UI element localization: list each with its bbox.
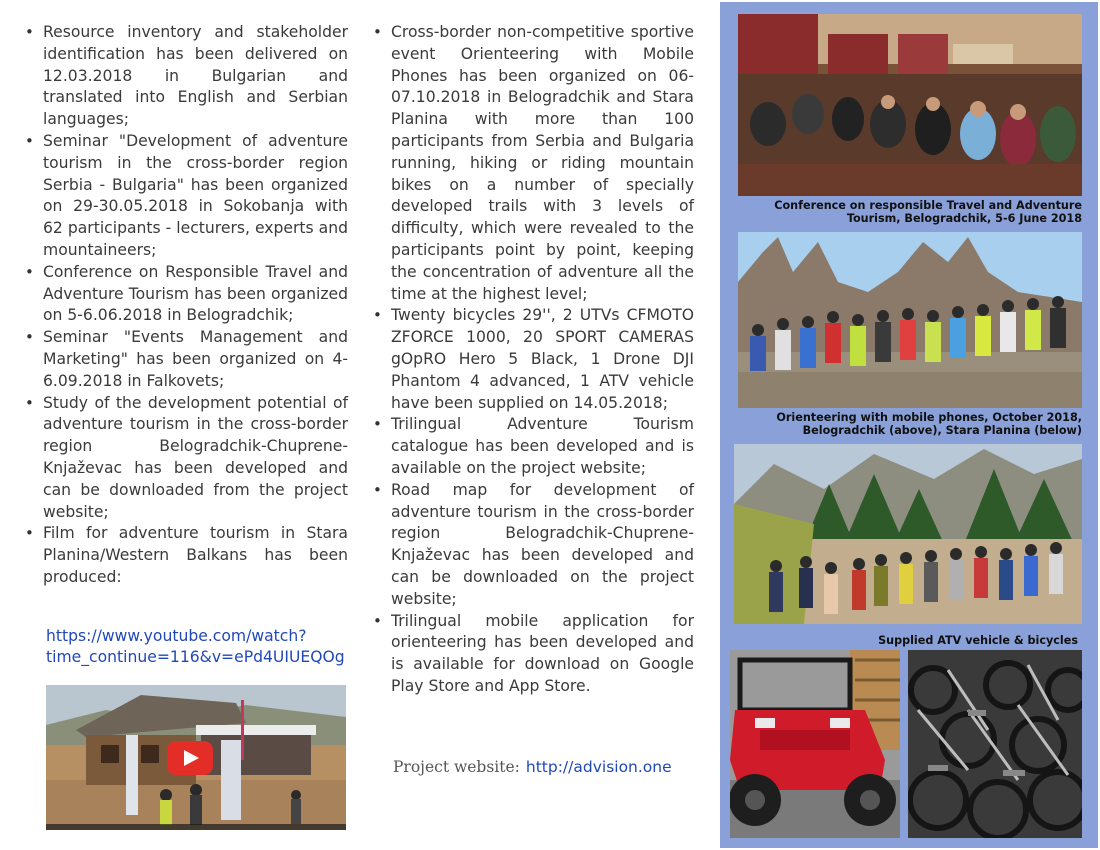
orienteering-group-photo <box>738 232 1082 408</box>
photo-sidebar <box>720 2 1098 848</box>
list-item: • Conference on Responsible Travel and Adventure Tourism has been organized on 5-6.06.2018 in Belogradchik; <box>22 262 348 327</box>
caption-line: Orienteering with mobile phones, October 2018, <box>776 411 1082 424</box>
middle-column <box>370 22 694 698</box>
video-link[interactable] <box>46 626 345 668</box>
video-thumbnail[interactable] <box>46 685 346 830</box>
list-item: • Film for adventure tourism in Stara Planina/Western Balkans has been produced: <box>22 523 348 588</box>
bicycles-photo <box>908 650 1082 838</box>
list-item: • Trilingual mobile application for orienteering has been developed and is available for download on Google Play Store and App Store. <box>370 611 694 698</box>
project-website <box>393 758 672 776</box>
list-item: • Resource inventory and stakeholder identification has been delivered on 12.03.2018 in Bulgarian and translated into English and Serbian languages; <box>22 22 348 131</box>
list-item: • Study of the development potential of adventure tourism in the cross-border region Belogradchik-Chuprene-Knjaževac has been developed and can be downloaded from the project website; <box>22 393 348 524</box>
caption-line: Conference on responsible Travel and Adventure <box>774 199 1082 212</box>
list-item: • Road map for development of adventure tourism in the cross-border region Belogradchik-Chuprene-Knjaževac has been developed and can be downloaded on the project website; <box>370 480 694 611</box>
stara-planina-hikers-photo <box>734 444 1082 624</box>
caption-orienteering <box>740 411 1082 437</box>
achievements-list-right <box>370 22 694 698</box>
list-item: • Cross-border non-competitive sportive event Orienteering with Mobile Phones has been organized on 06-07.10.2018 in Belogradchik and Stara Planina with more than 100 participants from Serbia and Bulgaria running, hiking or riding mountain bikes on a number of specially developed trails with 3 levels of difficulty, which were revealed to the participants point by point, keeping the concentration of adventure all the time at the highest level; <box>370 22 694 305</box>
caption-line: Belogradchik (above), Stara Planina (below) <box>802 424 1082 437</box>
project-website-label: Project website: <box>393 758 520 776</box>
conference-photo <box>738 14 1082 196</box>
atv-photo <box>730 650 900 838</box>
video-link-line1: https://www.youtube.com/watch? <box>46 627 307 645</box>
play-button-icon[interactable] <box>167 741 213 775</box>
video-link-line2: time_continue=116&v=ePd4UIUEQOg <box>46 648 345 666</box>
list-item: • Trilingual Adventure Tourism catalogue has been developed and is available on the project website; <box>370 414 694 479</box>
list-item: • Seminar "Development of adventure tourism in the cross-border region Serbia - Bulgaria" has been organized on 29-30.05.2018 in Sokobanja with 62 participants - lecturers, experts and mountaineers; <box>22 131 348 262</box>
project-website-link[interactable]: http://advision.one <box>525 758 672 776</box>
achievements-list-left <box>22 22 348 589</box>
list-item: • Seminar "Events Management and Marketing" has been organized on 4-6.09.2018 in Falkovets; <box>22 327 348 392</box>
caption-supplied: Supplied ATV vehicle & bicycles <box>878 634 1078 647</box>
left-column <box>22 22 348 589</box>
list-item: • Twenty bicycles 29'', 2 UTVs CFMOTO ZFORCE 1000, 20 SPORT CAMERAS gOpRO Hero 5 Black, 1 Drone DJI Phantom 4 advanced, 1 ATV vehicle have been supplied on 14.05.2018; <box>370 305 694 414</box>
caption-conference <box>740 199 1082 225</box>
caption-line: Tourism, Belogradchik, 5-6 June 2018 <box>846 212 1082 225</box>
